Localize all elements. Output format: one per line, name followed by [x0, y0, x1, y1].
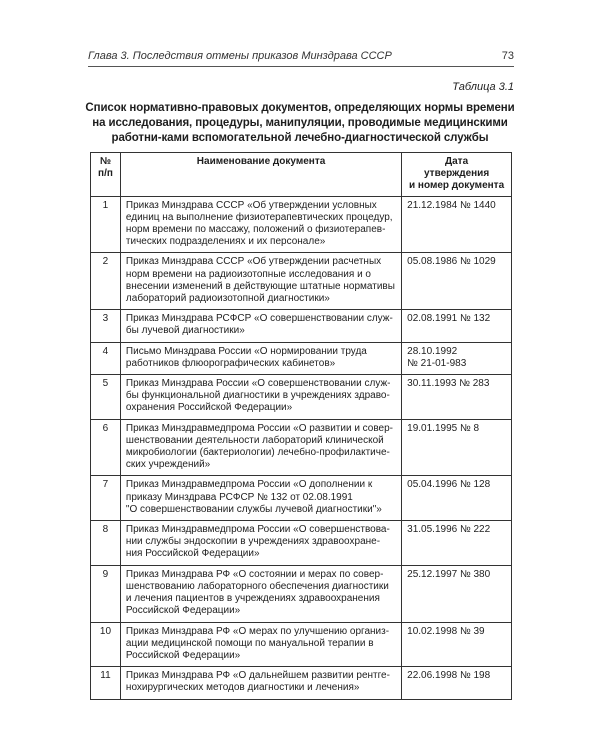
table-label: Таблица 3.1 — [452, 81, 514, 93]
row-document-name: Письмо Минздрава России «О нормировании труда работников флюорографических кабинетов» — [120, 342, 401, 374]
page-number: 73 — [501, 50, 514, 62]
row-num: 10 — [91, 622, 121, 667]
row-document-name: Приказ Минздрава РФ «О мерах по улучшению организ- ации медицинской помощи по мануальной терапии в Российской Федерации» — [120, 622, 401, 667]
row-num: 7 — [91, 476, 121, 521]
row-date: 10.02.1998 № 39 — [402, 622, 512, 667]
row-num: 1 — [91, 196, 121, 253]
table-row — [91, 667, 512, 699]
row-num: 2 — [91, 253, 121, 310]
row-num: 11 — [91, 667, 121, 699]
row-date: 31.05.1996 № 222 — [402, 521, 512, 566]
row-date: 25.12.1997 № 380 — [402, 565, 512, 622]
row-date: 28.10.1992 № 21-01-983 — [402, 342, 512, 374]
row-document-name: Приказ Минздрава СССР «Об утверждении расчетных норм времени на радиоизотопные исследования и о внесении изменений в действующие штатные нормативы лабораторий радиоизотопной диагностики» — [120, 253, 401, 310]
column-header-name: Наименование документа — [120, 153, 401, 197]
table-header-row — [91, 153, 512, 197]
row-date: 19.01.1995 № 8 — [402, 419, 512, 476]
row-date: 02.08.1991 № 132 — [402, 310, 512, 342]
row-num: 8 — [91, 521, 121, 566]
table-row — [91, 521, 512, 566]
table-row — [91, 310, 512, 342]
column-header-date: Дата утверждения и номер документа — [402, 153, 512, 197]
table-row — [91, 622, 512, 667]
column-header-num: № п/п — [91, 153, 121, 197]
table-row — [91, 375, 512, 420]
row-num: 4 — [91, 342, 121, 374]
table-row — [91, 253, 512, 310]
row-document-name: Приказ Минздрава РФ «О дальнейшем развитии рентге- нохирургических методов диагностики и лечения» — [120, 667, 401, 699]
documents-table — [90, 152, 512, 700]
row-document-name: Приказ Минздрава России «О совершенствовании служ- бы функциональной диагностики в учреждениях здраво- охранения Российской Федерации» — [120, 375, 401, 420]
chapter-title: Глава 3. Последствия отмены приказов Минздрава СССР — [88, 50, 392, 62]
row-date: 21.12.1984 № 1440 — [402, 196, 512, 253]
row-document-name: Приказ Минздрава РФ «О состоянии и мерах по совер- шенствованию лабораторного обеспечения диагностики и лечения пациентов в учреждениях здравоохранения Российской Федерации» — [120, 565, 401, 622]
table-title: Список нормативно-правовых документов, определяющих нормы времени на исследования, процедуры, манипуляции, проводимые медицинскими работни-ками вспомогательной лечебно-диагностической службы — [85, 102, 515, 144]
row-date: 30.11.1993 № 283 — [402, 375, 512, 420]
row-document-name: Приказ Минздравмедпрома России «О совершенствова- нии службы эндоскопии в учреждениях здравоохране- ния Российской Федерации» — [120, 521, 401, 566]
row-date: 05.08.1986 № 1029 — [402, 253, 512, 310]
table-row — [91, 196, 512, 253]
table-row — [91, 419, 512, 476]
table-row — [91, 342, 512, 374]
row-date: 05.04.1996 № 128 — [402, 476, 512, 521]
header-divider — [88, 66, 514, 67]
row-num: 9 — [91, 565, 121, 622]
row-document-name: Приказ Минздравмедпрома России «О дополнении к приказу Минздрава РСФСР № 132 от 02.08.1991 "О совершенствовании службы лучевой диагностики"» — [120, 476, 401, 521]
row-document-name: Приказ Минздрава РСФСР «О совершенствовании служ- бы лучевой диагностики» — [120, 310, 401, 342]
row-num: 3 — [91, 310, 121, 342]
row-num: 6 — [91, 419, 121, 476]
table-row — [91, 476, 512, 521]
row-document-name: Приказ Минздрава СССР «Об утверждении условных единиц на выполнение физиотерапевтических процедур, норм времени по массажу, положений о физиотерапев- тических подразделениях и их персонале» — [120, 196, 401, 253]
row-document-name: Приказ Минздравмедпрома России «О развитии и совер- шенствовании деятельности лабораторий клинической микробиологии (бактериологии) лечебно-профилактиче- ских учреждений» — [120, 419, 401, 476]
row-num: 5 — [91, 375, 121, 420]
table-row — [91, 565, 512, 622]
row-date: 22.06.1998 № 198 — [402, 667, 512, 699]
